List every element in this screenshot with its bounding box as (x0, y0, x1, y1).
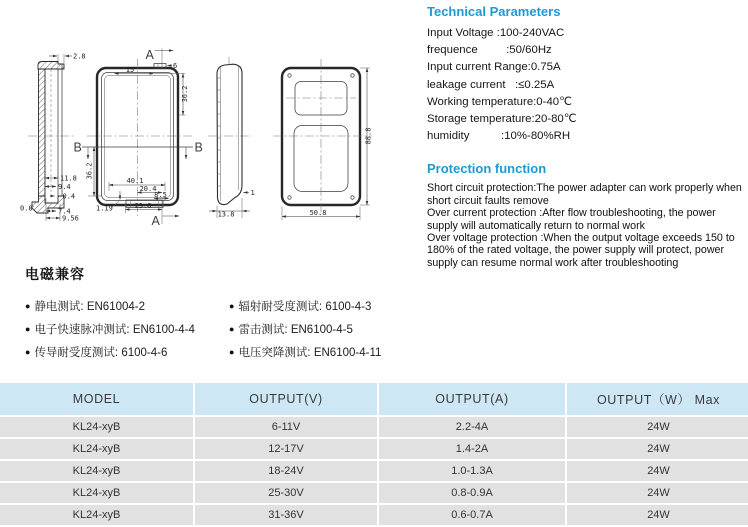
cell-output-v: 12-17V (195, 439, 377, 459)
right-column (427, 4, 747, 269)
dim-40-1: 40.1 (126, 177, 144, 186)
dim-1-19: 1.19 (96, 204, 113, 213)
emc-item-electrostatic (25, 294, 229, 317)
dim-7-4: 7.4 (58, 207, 71, 216)
front-view (74, 48, 203, 228)
protection-text (427, 182, 747, 269)
dimension-drawing (2, 38, 422, 250)
protection-paragraph-over-current: Over current protection :After flow troubleshooting, the power supply will automatically return to normal work (427, 207, 716, 232)
param-working-temp: Working temperature:0-40℃ (427, 95, 572, 108)
cell-output-w: 24W (567, 461, 748, 481)
section-label-b-left: B (73, 140, 82, 155)
dim-6: 6 (173, 62, 178, 70)
dim-8-5: 8.5 (154, 191, 167, 199)
emc-item-label: 电压突降测试: EN6100-4-11 (238, 346, 382, 359)
param-input-voltage: Input Voltage :100-240VAC (427, 27, 565, 39)
emc-item-label: 辐射耐受度测试: 6100-4-3 (238, 300, 372, 313)
bullet-icon: ● (25, 300, 31, 311)
cell-output-v: 25-30V (195, 483, 377, 503)
cell-output-w: 24W (567, 505, 748, 525)
dim-9-56: 9.56 (62, 214, 79, 223)
protection-paragraph-over-voltage: Over voltage protection :When the output voltage exceeds 150 to 180% of the rated voltage, the power supply will protect, power supply can resume normal work after troubleshooting (427, 232, 735, 269)
emc-item-fast-transient (25, 317, 229, 340)
tech-params-list (427, 25, 747, 145)
cell-output-w: 24W (567, 439, 748, 459)
dim-2-8: 2.8 (73, 52, 86, 61)
cell-output-a: 1.0-1.3A (379, 461, 565, 481)
cell-model: KL24-xyB (0, 505, 193, 525)
dim-36-2-right: 36.2 (181, 85, 189, 103)
emc-list (25, 294, 425, 363)
param-input-current: Input current Range:0.75A (427, 61, 561, 74)
cell-output-a: 0.8-0.9A (379, 483, 565, 503)
tech-params-title: Technical Parameters (427, 4, 561, 19)
spec-table (0, 383, 748, 525)
bullet-icon: ● (229, 300, 235, 311)
emc-title: 电磁兼容 (25, 266, 85, 282)
emc-item-radiated-immunity (229, 294, 425, 317)
bullet-icon: ● (25, 346, 31, 357)
dim-1: 1 (250, 189, 255, 197)
col-header-model: MODEL (0, 383, 193, 415)
cell-output-w: 24W (567, 483, 748, 503)
dim-20-4: 20.4 (139, 184, 157, 193)
back-view (273, 59, 373, 220)
col-header-output-w: OUTPUT（W） Max (567, 383, 748, 415)
dim-0-4: 0.4 (62, 192, 76, 201)
param-humidity: humidity :10%-80%RH (427, 130, 571, 143)
dim-36-2-left: 36.2 (85, 162, 94, 180)
cell-output-v: 31-36V (195, 505, 377, 525)
cell-model: KL24-xyB (0, 461, 193, 481)
dim-0-8: 0.8 (20, 204, 33, 213)
emc-item-label: 电子快速脉冲测试: EN6100-4-4 (34, 323, 195, 336)
emc-item-label: 雷击测试: EN6100-4-5 (238, 323, 353, 336)
emc-item-label: 静电测试: EN61004-2 (34, 300, 146, 313)
dim-11-8: 11.8 (60, 174, 77, 183)
emc-section (25, 264, 425, 363)
cell-model: KL24-xyB (0, 483, 193, 503)
bullet-icon: ● (229, 323, 235, 334)
cell-output-a: 0.6-0.7A (379, 505, 565, 525)
dim-88-8: 88.8 (364, 127, 373, 145)
param-storage-temp: Storage temperature:20-80℃ (427, 113, 577, 126)
param-leakage-current: leakage current :≤0.25A (427, 78, 555, 91)
protection-title: Protection function (427, 161, 547, 177)
bullet-icon: ● (25, 323, 31, 334)
section-label-a-top: A (145, 48, 154, 62)
cell-output-a: 1.4-2A (379, 439, 565, 459)
cell-model: KL24-xyB (0, 417, 193, 437)
side-profile-view (208, 57, 255, 219)
col-header-output-v: OUTPUT(V) (195, 383, 377, 415)
dim-50-8: 50.8 (309, 208, 327, 217)
section-label-a-bottom: A (151, 214, 160, 228)
cell-model: KL24-xyB (0, 439, 193, 459)
dim-23-8: 23.8 (134, 201, 152, 210)
param-frequence: frequence :50/60Hz (427, 44, 552, 57)
cell-output-w: 24W (567, 417, 748, 437)
bullet-icon: ● (229, 346, 235, 357)
col-header-output-a: OUTPUT(A) (379, 383, 565, 415)
section-label-b-right: B (194, 140, 203, 155)
cell-output-v: 6-11V (195, 417, 377, 437)
dim-13-8: 13.8 (217, 210, 235, 219)
cell-output-a: 2.2-4A (379, 417, 565, 437)
emc-item-surge (229, 317, 425, 340)
cell-output-v: 18-24V (195, 461, 377, 481)
emc-item-label: 传导耐受度测试: 6100-4-6 (34, 346, 168, 359)
protection-paragraph-short-circuit: Short circuit protection:The power adapter can work properly when short circuit faults remove (427, 182, 742, 207)
side-section-view (20, 53, 86, 223)
emc-item-voltage-dip (229, 340, 425, 363)
dim-9-4: 9.4 (58, 182, 71, 191)
dim-15: 15 (125, 65, 135, 74)
emc-item-conducted-immunity (25, 340, 229, 363)
